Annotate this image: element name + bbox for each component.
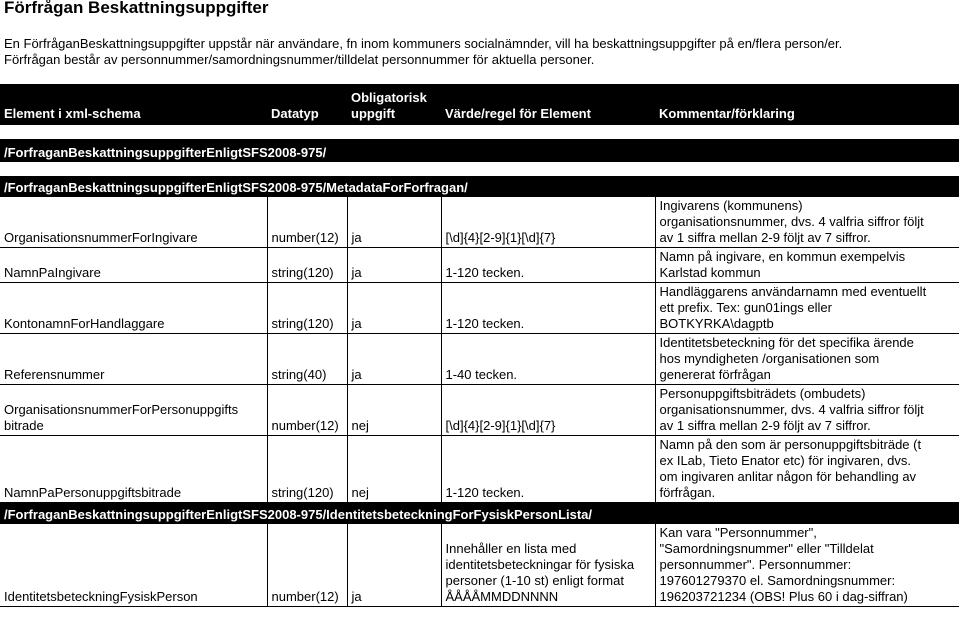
element-cell: [0, 524, 267, 607]
mandatory-cell: ja: [347, 248, 441, 283]
value-rule-line: [\d]{4}[2-9]{1}[\d]{7}: [445, 230, 556, 245]
comment-line: Kan vara "Personnummer",: [659, 525, 817, 540]
comment-line: hos myndigheten /organisationen som: [659, 351, 880, 366]
comment-line: 196203721234 (OBS! Plus 60 i dag-siffran): [659, 589, 908, 604]
mandatory-cell: ja: [347, 283, 441, 334]
path-id-list: /ForfraganBeskattningsuppgifterEnligtSFS2008-975/IdentitetsbeteckningForFysiskPersonLista/: [0, 503, 959, 525]
header-element: Element i xml-schema: [0, 84, 267, 125]
element-line: OrganisationsnummerForPersonuppgifts: [4, 402, 239, 417]
value-rule-line: 1-120 tecken.: [445, 265, 525, 280]
comment-line: organisationsnummer, dvs. 4 valfria siffror följt: [659, 402, 924, 417]
comment-line: BOTKYRKA\dagptb: [659, 316, 774, 331]
element-line: KontonamnForHandlaggare: [4, 316, 165, 331]
intro-text: [4, 36, 842, 68]
path-row-metadata: [0, 176, 959, 197]
intro-line-2: Förfrågan består av personnummer/samordningsnummer/tilldelat personnummer för aktuella personer.: [4, 52, 595, 67]
element-line: IdentitetsbeteckningFysiskPerson: [4, 589, 198, 604]
element-cell: [0, 436, 267, 503]
comment-cell: [655, 334, 959, 385]
comment-line: ex ILab, Tieto Enator etc) för ingivaren, dvs.: [659, 453, 911, 468]
comment-line: förfrågan.: [659, 485, 716, 500]
schema-table: [0, 84, 959, 607]
comment-line: 197601279370 el. Samordningsnummer:: [659, 573, 896, 588]
comment-line: Ingivarens (kommunens): [659, 198, 803, 213]
comment-cell: [655, 248, 959, 283]
comment-line: Personuppgiftsbiträdets (ombudets): [659, 386, 866, 401]
element-cell: [0, 197, 267, 248]
comment-line: ett prefix. Tex: gun01ings eller: [659, 300, 832, 315]
header-comment: Kommentar/förklaring: [655, 84, 959, 125]
value-rule-cell: [441, 524, 655, 607]
element-cell: [0, 283, 267, 334]
header-mandatory-line-1: Obligatorisk: [351, 90, 427, 105]
value-rule-line: personer (1-10 st) enligt format: [445, 573, 624, 588]
mandatory-cell: ja: [347, 334, 441, 385]
comment-line: Karlstad kommun: [659, 265, 761, 280]
page-title: Förfrågan Beskattningsuppgifter: [4, 0, 269, 17]
datatype-cell: string(40): [267, 334, 347, 385]
element-cell: [0, 385, 267, 436]
header-mandatory: [347, 84, 441, 125]
comment-cell: [655, 436, 959, 503]
value-rule-cell: [441, 283, 655, 334]
value-rule-cell: [441, 248, 655, 283]
value-rule-line: ÅÅÅÅMMDDNNNN: [445, 589, 559, 604]
comment-line: av 1 siffra mellan 2-9 följt av 7 siffror.: [659, 418, 871, 433]
intro-line-1: En FörfråganBeskattningsuppgifter uppstår när användare, fn inom kommuners socialnämnder, vill ha beskattningsuppgifter på en/flera person/er.: [4, 36, 843, 51]
datatype-cell: string(120): [267, 248, 347, 283]
comment-line: personnummer". Personnummer:: [659, 557, 852, 572]
path-row-root: [0, 139, 959, 162]
value-rule-line: Innehåller en lista med: [445, 541, 577, 556]
datatype-cell: number(12): [267, 197, 347, 248]
mandatory-cell: nej: [347, 436, 441, 503]
header-datatype: Datatyp: [267, 84, 347, 125]
comment-line: "Samordningsnummer" eller "Tilldelat: [659, 541, 874, 556]
value-rule-cell: [441, 385, 655, 436]
element-line: Referensnummer: [4, 367, 105, 382]
comment-line: Handläggarens användarnamn med eventuellt: [659, 284, 927, 299]
path-metadata: /ForfraganBeskattningsuppgifterEnligtSFS2008-975/MetadataForForfragan/: [0, 176, 959, 197]
element-line: OrganisationsnummerForIngivare: [4, 230, 198, 245]
datatype-cell: string(120): [267, 436, 347, 503]
value-rule-line: [\d]{4}[2-9]{1}[\d]{7}: [445, 418, 556, 433]
comment-line: Namn på den som är personuppgiftsbiträde (t: [659, 437, 922, 452]
header-value-rule: Värde/regel för Element: [441, 84, 655, 125]
datatype-cell: number(12): [267, 385, 347, 436]
element-cell: [0, 248, 267, 283]
comment-line: organisationsnummer, dvs. 4 valfria siffror följt: [659, 214, 924, 229]
table-header-row: [0, 84, 959, 125]
table-row: [0, 334, 959, 385]
value-rule-cell: [441, 436, 655, 503]
value-rule-cell: [441, 197, 655, 248]
comment-line: genererat förfrågan: [659, 367, 771, 382]
comment-line: Namn på ingivare, en kommun exempelvis: [659, 249, 906, 264]
value-rule-line: 1-120 tecken.: [445, 485, 525, 500]
datatype-cell: string(120): [267, 283, 347, 334]
value-rule-cell: [441, 334, 655, 385]
comment-cell: [655, 524, 959, 607]
table-row: [0, 524, 959, 607]
table-row: [0, 283, 959, 334]
table-row: [0, 248, 959, 283]
comment-line: Identitetsbeteckning för det specifika ärende: [659, 335, 914, 350]
comment-line: av 1 siffra mellan 2-9 följt av 7 siffror.: [659, 230, 871, 245]
comment-cell: [655, 197, 959, 248]
table-row: [0, 197, 959, 248]
table-row: [0, 436, 959, 503]
datatype-cell: number(12): [267, 524, 347, 607]
mandatory-cell: ja: [347, 197, 441, 248]
element-line: NamnPaIngivare: [4, 265, 101, 280]
comment-line: om ingivaren anlitar någon för behandling av: [659, 469, 917, 484]
mandatory-cell: nej: [347, 385, 441, 436]
value-rule-line: identitetsbeteckningar för fysiska: [445, 557, 635, 572]
element-cell: [0, 334, 267, 385]
value-rule-line: 1-120 tecken.: [445, 316, 525, 331]
table-row: [0, 385, 959, 436]
mandatory-cell: ja: [347, 524, 441, 607]
element-line: bitrade: [4, 418, 44, 433]
path-row-id-list: [0, 503, 959, 525]
element-line: NamnPaPersonuppgiftsbitrade: [4, 485, 182, 500]
header-mandatory-line-2: uppgift: [351, 106, 396, 121]
comment-cell: [655, 385, 959, 436]
path-root: /ForfraganBeskattningsuppgifterEnligtSFS2008-975/: [0, 139, 959, 162]
comment-cell: [655, 283, 959, 334]
value-rule-line: 1-40 tecken.: [445, 367, 518, 382]
